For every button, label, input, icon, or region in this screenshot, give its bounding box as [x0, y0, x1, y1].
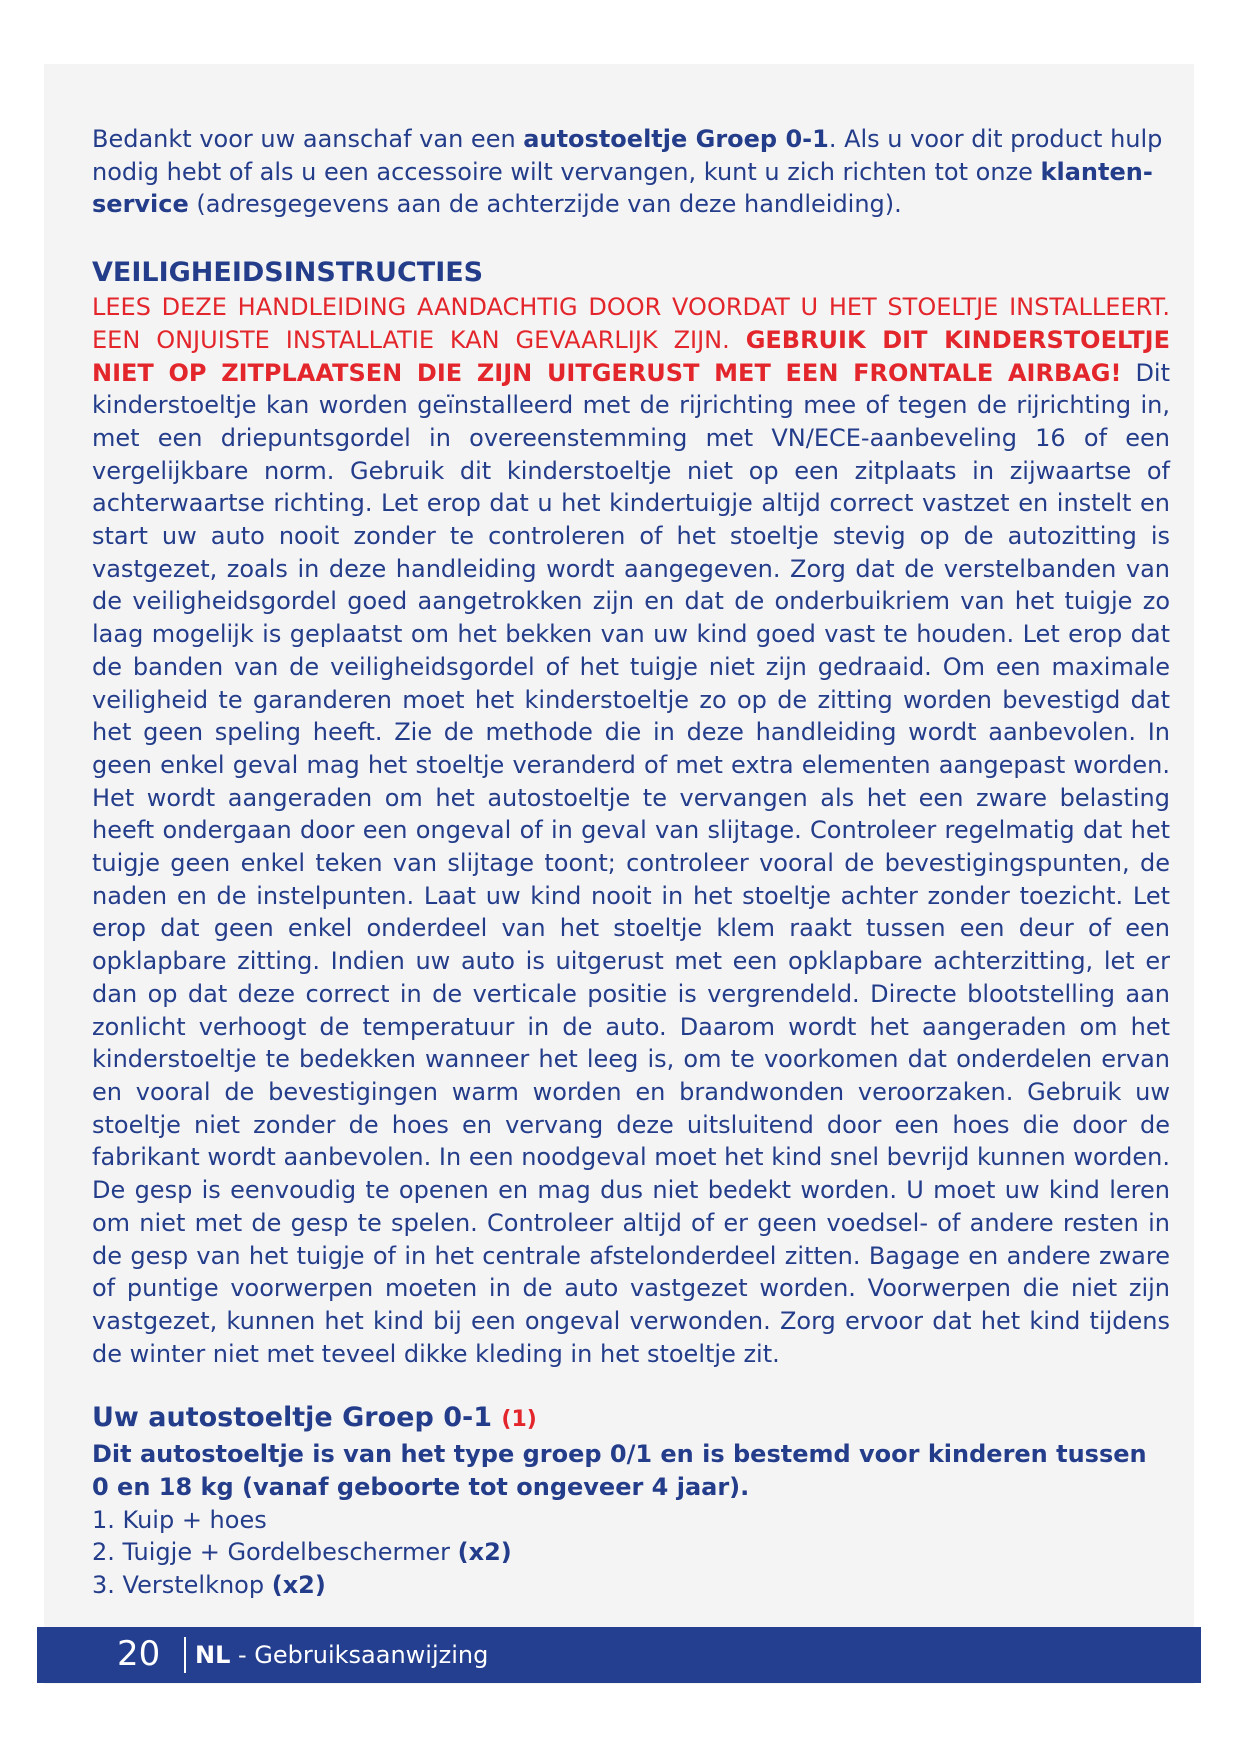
footer-title: - Gebruiksaanwijzing — [230, 1641, 489, 1669]
parts-list — [92, 1504, 1170, 1602]
intro-paragraph — [92, 123, 1170, 221]
footer-bar — [37, 1627, 1201, 1683]
safety-warning: LEES DEZE HANDLEIDING AANDACHTIG DOOR VOORDAT U HET STOELTJE INSTALLEERT. EEN ONJUISTE INSTALLATIE KAN GEVAARLIJK ZIJN. — [92, 293, 1170, 354]
footer-divider — [184, 1637, 186, 1673]
footer-label — [195, 1640, 488, 1670]
part-quantity: (x2) — [271, 1571, 326, 1600]
intro-text: . Als u voor dit product hulp nodig hebt of als u een accessoire wilt vervangen, kunt u zich richten tot onze — [92, 125, 1163, 186]
intro-product-name: autostoeltje Groep 0-1 — [523, 125, 829, 153]
product-heading — [92, 1400, 1170, 1438]
airbag-warning: GEBRUIK DIT KINDERSTOELTJE NIET OP ZITPLAATSEN DIE ZIJN UITGERUST MET EEN FRONTALE AIRBAG! — [92, 325, 1170, 387]
intro-customer-service: klantenservice — [92, 157, 1153, 219]
list-item — [92, 1569, 1170, 1602]
part-label: 1. Kuip + hoes — [92, 1505, 267, 1534]
product-heading-text: Uw autostoeltje Groep 0-1 — [92, 1402, 492, 1434]
part-label: 3. Verstelknop — [92, 1571, 272, 1600]
intro-text: Bedankt voor uw aanschaf van een — [92, 125, 524, 153]
intro-text: (adresgegevens aan de achterzijde van deze handleiding). — [188, 190, 902, 219]
manual-content — [92, 123, 1170, 1602]
list-item — [92, 1504, 1170, 1537]
safety-body-text: Dit kinderstoeltje kan worden geïnstalleerd met de rijrichting mee of tegen de rijrichting in, met een driepuntsgordel in overeenstemming met VN/ECE-aanbeveling 16 of een vergelijkbare norm. Gebruik dit kinderstoeltje niet op een zitplaats in zijwaartse of achterwaartse richting. Let erop dat u het kindertuigje altijd correct vastzet en instelt en start uw auto nooit zonder te controleren of het stoeltje stevig op de autozitting is vastgezet, zoals in deze handleiding wordt aangegeven. Zorg dat de verstelbanden van de veiligheidsgordel goed aangetrokken zijn en dat de onderbuikriem van het tuigje zo laag mogelijk is geplaatst om het bekken van uw kind goed vast te houden. Let erop dat de banden van de veiligheidsgordel of het tuigje niet zijn gedraaid. Om een maximale veiligheid te garanderen moet het kinderstoeltje zo op de zitting worden bevestigd dat het geen speling heeft. Zie de methode die in deze handleiding wordt aanbevolen. In geen enkel geval mag het stoeltje veranderd of met extra elementen aangepast worden. Het wordt aangeraden om het autostoeltje te vervangen als het een zware belasting heeft ondergaan door een ongeval of in geval van slijtage. Controleer regelmatig dat het tuigje geen enkel teken van slijtage toont; controleer vooral de bevestigingspunten, de naden en de instelpunten. Laat uw kind nooit in het stoeltje achter zonder toezicht. Let erop dat geen enkel onderdeel van het stoeltje klem raakt tussen een deur of een opklapbare zitting. Indien uw auto is uitgerust met een opklapbare achterzitting, let er dan op dat deze correct in de verticale positie is vergrendeld. Directe blootstelling aan zonlicht verhoogt de temperatuur in de auto. Daarom wordt het aangeraden om het kinderstoeltje te bedekken wanneer het leeg is, om te voorkomen dat onderdelen ervan en vooral de bevestigingen warm worden en brandwonden veroorzaken. Gebruik uw stoeltje niet zonder de hoes en vervang deze uitsluitend door een hoes die door de fabrikant wordt aanbevolen. In een noodgeval moet het kind snel bevrijd kunnen worden. De gesp is eenvoudig te openen en mag dus niet bedekt worden. U moet uw kind leren om niet met de gesp te spelen. Controleer altijd of er geen voedsel- of andere resten in de gesp van het tuigje of in het centrale afstelonderdeel zitten. Bagage en andere zware of puntige voorwerpen moeten in de auto vastgezet worden. Voorwerpen die niet zijn vastgezet, kunnen het kind bij een ongeval verwonden. Zorg ervoor dat het kind tijdens de winter niet met teveel dikke kleding in het stoeltje zit. — [92, 358, 1171, 1368]
language-code: NL — [195, 1641, 231, 1669]
product-description: Dit autostoeltje is van het type groep 0/1 en is bestemd voor kinderen tussen 0 en 18 kg (vanaf geboorte tot ongeveer 4 jaar). — [92, 1440, 1147, 1502]
part-quantity: (x2) — [457, 1538, 512, 1567]
safety-instructions — [92, 291, 1170, 1370]
part-label: 2. Tuigje + Gordelbeschermer — [92, 1538, 458, 1567]
page-number: 20 — [117, 1634, 161, 1674]
safety-heading: VEILIGHEIDSINSTRUCTIES — [92, 257, 484, 289]
figure-reference: (1) — [501, 1407, 537, 1433]
list-item — [92, 1536, 1170, 1569]
